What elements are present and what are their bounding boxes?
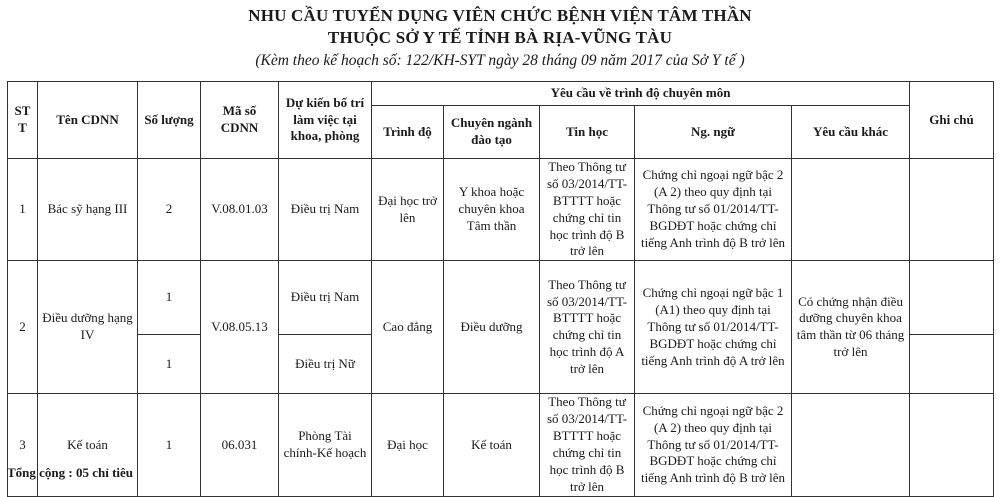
cell-bo-tri: Điều trị Nam bbox=[279, 159, 372, 261]
header-stt: ST T bbox=[8, 82, 38, 159]
cell-ten: Điều dưỡng hạng IV bbox=[38, 261, 138, 394]
cell-tin-hoc: Theo Thông tư số 03/2014/TT-BTTTT hoặc chứng chỉ tin học trình độ A trở lên bbox=[540, 261, 635, 394]
cell-bo-tri: Điều trị Nữ bbox=[279, 335, 372, 394]
cell-stt: 2 bbox=[8, 261, 38, 394]
header-tin-hoc: Tin học bbox=[540, 106, 635, 159]
cell-ma-so: 06.031 bbox=[201, 394, 279, 496]
header-trinh-do: Trình độ bbox=[372, 106, 444, 159]
table-row bbox=[8, 261, 994, 335]
cell-ngoai-ngu: Chứng chỉ ngoại ngữ bậc 2 (A 2) theo quy định tại Thông tư số 01/2014/TT-BGDĐT hoặc chứng chỉ tiếng Anh trình độ B trở lên bbox=[635, 159, 792, 261]
cell-ngoai-ngu: Chứng chỉ ngoại ngữ bậc 1 (A1) theo quy định tại Thông tư số 01/2014/TT-BGDĐT hoặc chứng chỉ tiếng Anh trình độ A trở lên bbox=[635, 261, 792, 394]
cell-ma-so: V.08.01.03 bbox=[201, 159, 279, 261]
cell-bo-tri: Phòng Tài chính-Kế hoạch bbox=[279, 394, 372, 496]
cell-trinh-do: Cao đẳng bbox=[372, 261, 444, 394]
cell-ghi-chu bbox=[910, 159, 994, 261]
cell-tin-hoc: Theo Thông tư số 03/2014/TT-BTTTT hoặc chứng chỉ tin học trình độ B trở lên bbox=[540, 159, 635, 261]
cell-ten: Bác sỹ hạng III bbox=[38, 159, 138, 261]
cell-trinh-do: Đại học bbox=[372, 394, 444, 496]
header-ma-so: Mã số CDNN bbox=[201, 82, 279, 159]
cell-ten: Kế toán bbox=[38, 394, 138, 496]
cell-yeu-cau-khac: Có chứng nhận điều dưỡng chuyên khoa tâm thần từ 06 tháng trở lên bbox=[792, 261, 910, 394]
cell-yeu-cau-khac bbox=[792, 394, 910, 496]
header-du-kien: Dự kiến bố trí làm việc tại khoa, phòng bbox=[279, 82, 372, 159]
cell-so-luong: 1 bbox=[138, 335, 201, 394]
document-subtitle: (Kèm theo kế hoạch số: 122/KH-SYT ngày 28 tháng 09 năm 2017 của Sở Y tế ) bbox=[255, 52, 745, 69]
table-row bbox=[8, 159, 994, 261]
cell-so-luong: 1 bbox=[138, 261, 201, 335]
cell-trinh-do: Đại học trở lên bbox=[372, 159, 444, 261]
header-so-luong: Số lượng bbox=[138, 82, 201, 159]
cell-stt: 1 bbox=[8, 159, 38, 261]
header-yeu-cau-khac: Yêu cầu khác bbox=[792, 106, 910, 159]
cell-stt: 3 bbox=[8, 394, 38, 496]
cell-ghi-chu bbox=[910, 335, 994, 394]
cell-ghi-chu bbox=[910, 394, 994, 496]
cell-ma-so: V.08.05.13 bbox=[201, 261, 279, 394]
cell-bo-tri: Điều trị Nam bbox=[279, 261, 372, 335]
table-row bbox=[8, 394, 994, 496]
header-ten-cdnn: Tên CDNN bbox=[38, 82, 138, 159]
cell-chuyen-nganh: Y khoa hoặc chuyên khoa Tâm thần bbox=[444, 159, 540, 261]
document-title: NHU CẦU TUYỂN DỤNG VIÊN CHỨC BỆNH VIỆN TÂM THẦN bbox=[248, 6, 752, 25]
cell-chuyen-nganh: Kế toán bbox=[444, 394, 540, 496]
total-summary: Tổng cộng : 05 chỉ tiêu bbox=[7, 465, 134, 480]
cell-ngoai-ngu: Chứng chỉ ngoại ngữ bậc 2 (A 2) theo quy định tại Thông tư số 01/2014/TT-BGDĐT hoặc chứng chỉ tiếng Anh trình độ B trở lên bbox=[635, 394, 792, 496]
header-ngoai-ngu: Ng. ngữ bbox=[635, 106, 792, 159]
cell-yeu-cau-khac bbox=[792, 159, 910, 261]
header-yeu-cau-group: Yêu cầu về trình độ chuyên môn bbox=[372, 82, 910, 106]
cell-so-luong: 2 bbox=[138, 159, 201, 261]
cell-so-luong: 1 bbox=[138, 394, 201, 496]
cell-ghi-chu bbox=[910, 261, 994, 335]
header-chuyen-nganh: Chuyên ngành đào tạo bbox=[444, 106, 540, 159]
cell-chuyen-nganh: Điều dưỡng bbox=[444, 261, 540, 394]
document-title-line2: THUỘC SỞ Y TẾ TỈNH BÀ RỊA-VŨNG TÀU bbox=[327, 28, 673, 47]
recruitment-table bbox=[7, 81, 994, 497]
header-ghi-chu: Ghi chú bbox=[910, 82, 994, 159]
cell-tin-hoc: Theo Thông tư số 03/2014/TT-BTTTT hoặc chứng chỉ tin học trình độ B trở lên bbox=[540, 394, 635, 496]
